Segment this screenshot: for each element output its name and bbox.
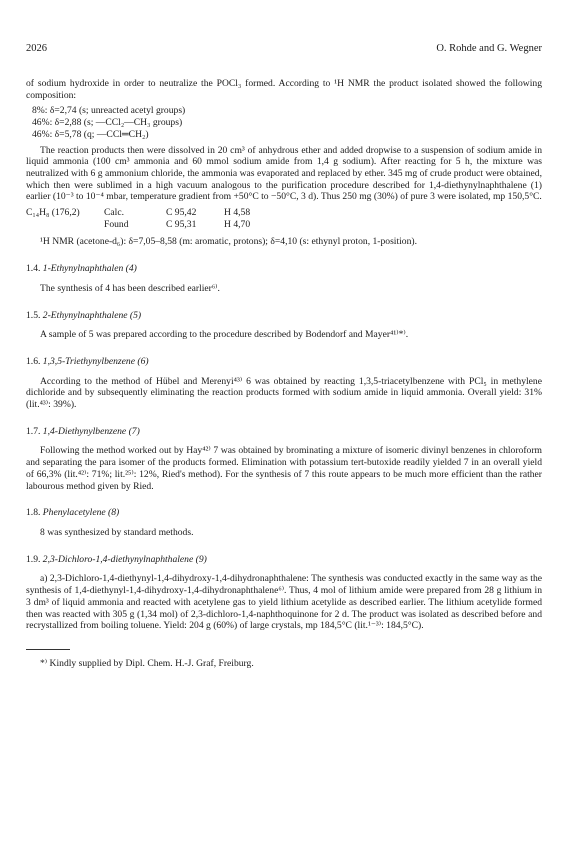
section-text: A sample of 5 was prepared according to the procedure described by Bodendorf and Mayer⁴¹⁾*⁾. xyxy=(40,329,409,341)
section-title: 2,3-Dichloro-1,4-diethynylnaphthalene (9) xyxy=(42,553,207,565)
section-title: 1-Ethynylnaphthalen (4) xyxy=(42,263,137,275)
calc-hydrogen: H 4,58 xyxy=(224,207,251,219)
intro-continuation: of sodium hydroxide in order to neutralize the POCl₃ formed. According to ¹H NMR the product isolated showed the following composition: xyxy=(26,78,542,101)
section-title: 1,3,5-Triethynylbenzene (6) xyxy=(42,355,149,367)
section-number: 1.6. xyxy=(26,355,41,367)
section-number: 1.8. xyxy=(26,507,41,519)
page-number: 2026 xyxy=(26,43,47,54)
section-heading xyxy=(26,554,542,566)
section-title: 2-Ethynylnaphthalene (5) xyxy=(42,309,142,321)
section-1-5 xyxy=(26,310,542,341)
section-1-4 xyxy=(26,263,542,294)
found-carbon: C 95,31 xyxy=(166,218,197,230)
found-hydrogen: H 4,70 xyxy=(224,218,251,230)
section-text: The synthesis of 4 has been described earlier⁶⁾. xyxy=(40,282,220,294)
section-number: 1.5. xyxy=(26,309,41,321)
section-heading xyxy=(26,426,542,438)
footnote: *⁾ Kindly supplied by Dipl. Chem. H.-J. Graf, Freiburg. xyxy=(40,657,254,669)
section-1-6 xyxy=(26,356,542,411)
section-1-7 xyxy=(26,426,542,493)
section-text: Following the method worked out by Hay⁴²⁾ 7 was obtained by brominating a mixture of isomeric divinyl benzenes in chloroform and separating the para isomer of the products formed. Elimination with potassium tert-butoxide readily yielded 7 in an overall yield of 66,3% (lit.⁴²⁾: 71%; lit.²⁵⁾: 12%, Ried's method). For the synthesis of 7 this route appears to be much more efficient than the rather labourous method given by Ried. xyxy=(26,445,542,492)
footnote-rule xyxy=(26,649,70,650)
section-heading xyxy=(26,310,542,322)
molecular-formula: C₁₄H₈ (176,2) xyxy=(26,207,80,219)
section-title: Phenylacetylene (8) xyxy=(42,507,120,519)
section-heading xyxy=(26,507,542,519)
section-text: According to the method of Hübel and Merenyi⁴³⁾ 6 was obtained by reacting 1,3,5-triacetylbenzene with PCl₅ in methylene dichloride and by subsequently eliminating the reaction products formed with sodium amide in liquid ammonia. Overall yield: 31% (lit.⁴³⁾: 39%). xyxy=(26,375,542,411)
calc-label: Calc. xyxy=(104,207,124,219)
page-body xyxy=(26,78,542,670)
composition-item: 46%: δ=5,78 (q; —CCl═CH₂) xyxy=(32,128,149,140)
page-header xyxy=(26,43,542,57)
composition-list xyxy=(26,105,542,140)
section-1-9 xyxy=(26,554,542,632)
composition-item: 8%: δ=2,74 (s; unreacted acetyl groups) xyxy=(32,105,186,117)
section-1-8 xyxy=(26,507,542,538)
calc-carbon: C 95,42 xyxy=(166,207,197,219)
elemental-analysis xyxy=(26,207,542,230)
nmr-data: ¹H NMR (acetone-d₆): δ=7,05–8,58 (m: aromatic, protons); δ=4,10 (s: ethynyl proton, 1-position). xyxy=(40,236,417,248)
found-label: Found xyxy=(104,218,129,230)
section-text: a) 2,3-Dichloro-1,4-diethynyl-1,4-dihydroxy-1,4-dihydronaphthalene: The synthesis was conducted exactly in the same way as the synthesis of 1,4-diethynyl-1,4-dihydroxy-1,4-dihydronaphthalene⁶⁾. Thus, 4 mol of lithium amide were prepared from 28 g lithium in 3 dm³ of liquid ammonia and reacted with acetylene gas to yield lithium acetylide as described earlier. The lithium acetylide formed then was reacted with 305 g (1,34 mol) of 2,3-dichloro-1,4-naphthoquinone for 2 d. The product was isolated as described before and recrystallized from boiling toluene. Yield: 204 g (60%) of large crystals, mp 184,5°C (lit.¹⁻³⁾: 184,5°C). xyxy=(26,573,542,632)
section-title: 1,4-Diethynylbenzene (7) xyxy=(42,425,140,437)
section-heading xyxy=(26,356,542,368)
section-heading xyxy=(26,263,542,275)
section-number: 1.4. xyxy=(26,263,41,275)
composition-item: 46%: δ=2,88 (s; —CCl₂—CH₃ groups) xyxy=(32,117,183,129)
procedure-paragraph: The reaction products then were dissolved in 20 cm³ of anhydrous ether and added dropwise to a suspension of sodium amide in liquid ammonia (100 cm³ ammonia and 60 mmol sodium amide from 1,4 g sodium). After reacting for 5 h, the mixture was neutralized with 6 g ammonium chloride, the ammonia was evaporated and replaced by ether. 345 mg of crude product were obtained, which then were sublimed in a high vacuum analogous to the purification procedure described for 1,4-diethynylnaphthalene (1) earlier (10⁻³ to 10⁻⁴ mbar, temperature gradient from +50°C to −50°C, 3 d). Thus 250 mg (30%) of pure 3 were isolated, mp 150,5°C. xyxy=(26,144,542,203)
section-number: 1.7. xyxy=(26,425,41,437)
section-text: 8 was synthesized by standard methods. xyxy=(40,526,194,538)
running-head-authors: O. Rohde and G. Wegner xyxy=(436,43,542,54)
section-number: 1.9. xyxy=(26,553,41,565)
